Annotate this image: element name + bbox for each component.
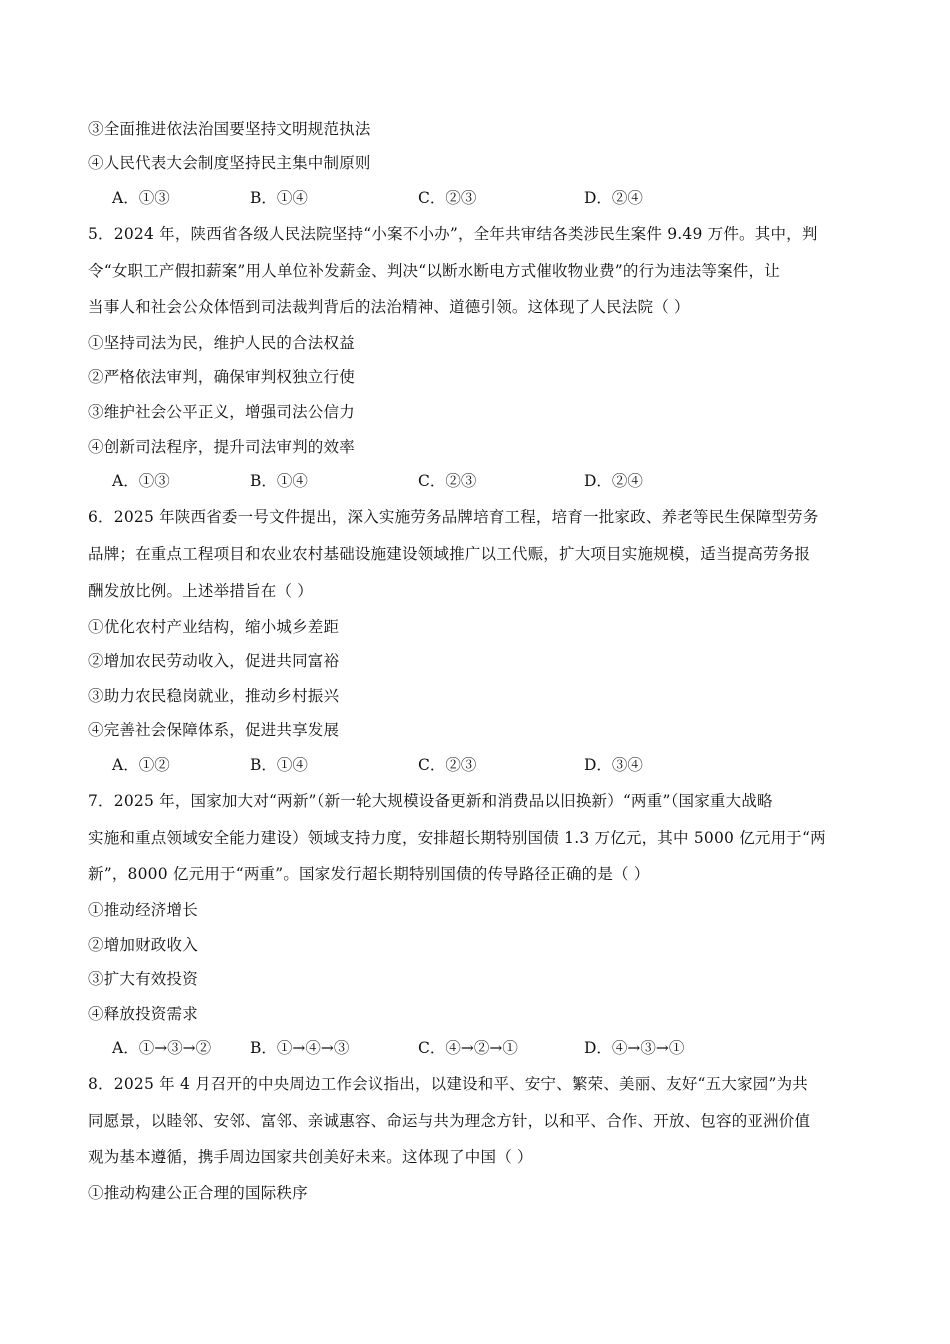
- q7-item-3: ③扩大有效投资: [88, 970, 198, 988]
- q6-item-2: ②增加农民劳动收入，促进共同富裕: [88, 652, 340, 670]
- q7-stem-line-2: 实施和重点领域安全能力建设）领域支持力度，安排超长期特别国债 1.3 万亿元，其中 5000 亿元用于“两: [88, 829, 826, 847]
- q4-option-c[interactable]: C．②③: [418, 189, 477, 207]
- q8-item-1: ①推动构建公正合理的国际秩序: [88, 1184, 308, 1202]
- q4-option-d[interactable]: D．②④: [584, 189, 643, 207]
- q7-stem-line-3: 新”，8000 亿元用于“两重”。国家发行超长期特别国债的传导路径正确的是（ ）: [88, 865, 650, 883]
- q8-stem-line-3: 观为基本遵循，携手周边国家共创美好未来。这体现了中国（ ）: [88, 1148, 533, 1166]
- q6-option-a[interactable]: A．①②: [112, 756, 170, 774]
- q5-item-3: ③维护社会公平正义，增强司法公信力: [88, 403, 355, 421]
- q6-item-4: ④完善社会保障体系，促进共享发展: [88, 721, 340, 739]
- q4-option-b[interactable]: B．①④: [250, 189, 308, 207]
- q5-option-c[interactable]: C．②③: [418, 472, 477, 490]
- q8-stem-line-1: 8．2025 年 4 月召开的中央周边工作会议指出，以建设和平、安宁、繁荣、美丽、友好“五大家园”为共: [88, 1075, 809, 1093]
- q7-item-4: ④释放投资需求: [88, 1005, 198, 1023]
- q5-stem-line-1: 5．2024 年，陕西省各级人民法院坚持“小案不小办”，全年共审结各类涉民生案件 9.49 万件。其中，判: [88, 225, 818, 243]
- q6-option-b[interactable]: B．①④: [250, 756, 308, 774]
- q6-stem-line-1: 6．2025 年陕西省委一号文件提出，深入实施劳务品牌培育工程，培育一批家政、养老等民生保障型劳务: [88, 508, 819, 526]
- q7-option-b[interactable]: B．①→④→③: [250, 1039, 350, 1057]
- q4-item-3: ③全面推进依法治国要坚持文明规范执法: [88, 120, 371, 138]
- q6-item-1: ①优化农村产业结构，缩小城乡差距: [88, 618, 340, 636]
- q5-item-4: ④创新司法程序，提升司法审判的效率: [88, 438, 355, 456]
- q5-option-b[interactable]: B．①④: [250, 472, 308, 490]
- q6-stem-line-3: 酬发放比例。上述举措旨在（ ）: [88, 582, 313, 600]
- q4-item-4: ④人民代表大会制度坚持民主集中制原则: [88, 154, 371, 172]
- q6-option-d[interactable]: D．③④: [584, 756, 643, 774]
- q4-option-a[interactable]: A．①③: [112, 189, 170, 207]
- q7-option-c[interactable]: C．④→②→①: [418, 1039, 518, 1057]
- q7-option-d[interactable]: D．④→③→①: [584, 1039, 685, 1057]
- q5-item-2: ②严格依法审判，确保审判权独立行使: [88, 368, 355, 386]
- q5-item-1: ①坚持司法为民，维护人民的合法权益: [88, 334, 355, 352]
- q6-option-c[interactable]: C．②③: [418, 756, 477, 774]
- q7-item-2: ②增加财政收入: [88, 936, 198, 954]
- q7-option-a[interactable]: A．①→③→②: [112, 1039, 212, 1057]
- q5-stem-line-2: 令“女职工产假扣薪案”用人单位补发薪金、判决“以断水断电方式催收物业费”的行为违法等案件，让: [88, 262, 780, 280]
- q5-option-d[interactable]: D．②④: [584, 472, 643, 490]
- q6-stem-line-2: 品牌；在重点工程项目和农业农村基础设施建设领域推广以工代赈，扩大项目实施规模，适当提高劳务报: [88, 545, 811, 563]
- q8-stem-line-2: 同愿景，以睦邻、安邻、富邻、亲诚惠容、命运与共为理念方针，以和平、合作、开放、包容的亚洲价值: [88, 1112, 811, 1130]
- q5-stem-line-3: 当事人和社会公众体悟到司法裁判背后的法治精神、道德引领。这体现了人民法院（ ）: [88, 298, 690, 316]
- q5-option-a[interactable]: A．①③: [112, 472, 170, 490]
- q7-item-1: ①推动经济增长: [88, 901, 198, 919]
- q6-item-3: ③助力农民稳岗就业，推动乡村振兴: [88, 687, 340, 705]
- q7-stem-line-1: 7．2025 年，国家加大对“两新”（新一轮大规模设备更新和消费品以旧换新）“两重”（国家重大战略: [88, 792, 773, 810]
